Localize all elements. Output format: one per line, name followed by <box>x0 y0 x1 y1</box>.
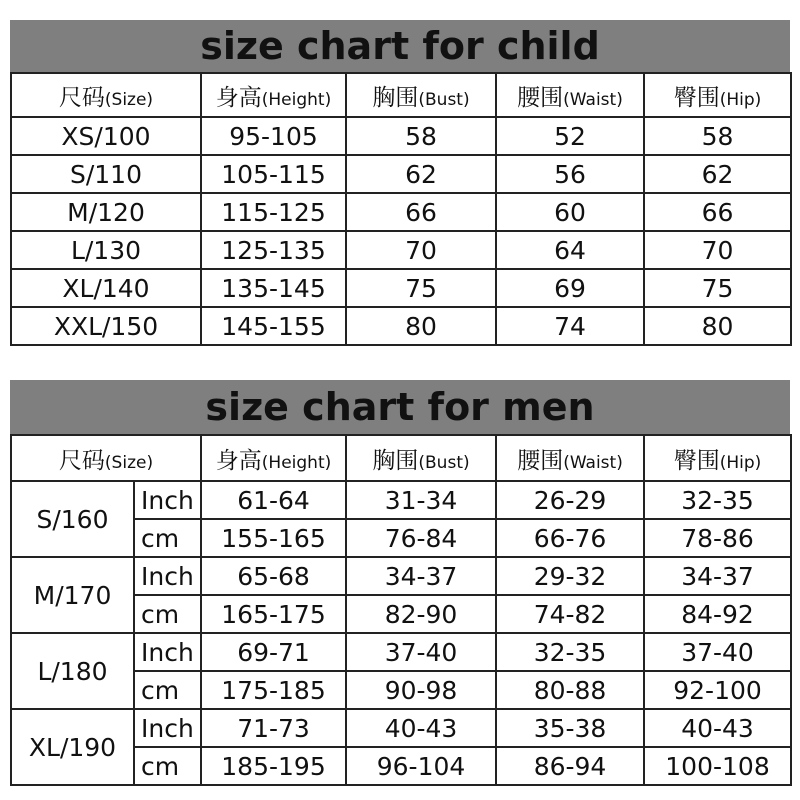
header-label-en: (Hip) <box>719 452 762 473</box>
waist-cell: 86-94 <box>496 747 644 785</box>
unit-cell: cm <box>134 595 201 633</box>
men-header-cell <box>201 435 346 481</box>
table-cell: 52 <box>496 117 644 155</box>
table-cell: 58 <box>644 117 791 155</box>
bust-cell: 34-37 <box>346 557 496 595</box>
table-row <box>11 307 791 345</box>
hip-cell: 34-37 <box>644 557 791 595</box>
unit-cell: Inch <box>134 633 201 671</box>
hip-cell: 100-108 <box>644 747 791 785</box>
table-cell: 125-135 <box>201 231 346 269</box>
child-header-cell <box>496 73 644 117</box>
header-label-zh: 腰围 <box>517 84 564 111</box>
table-header-row <box>11 73 791 117</box>
table-row <box>11 193 791 231</box>
height-cell: 165-175 <box>201 595 346 633</box>
table-cell: XL/140 <box>11 269 201 307</box>
table-cell: S/110 <box>11 155 201 193</box>
hip-cell: 78-86 <box>644 519 791 557</box>
header-label-en: (Bust) <box>418 89 470 110</box>
table-cell: 80 <box>346 307 496 345</box>
bust-cell: 96-104 <box>346 747 496 785</box>
men-size-chart-title: size chart for men <box>10 380 790 434</box>
bust-cell: 37-40 <box>346 633 496 671</box>
header-label-zh: 胸围 <box>372 447 419 474</box>
height-cell: 175-185 <box>201 671 346 709</box>
unit-cell: cm <box>134 671 201 709</box>
header-label-en: (Waist) <box>563 452 623 473</box>
size-cell: S/160 <box>11 481 134 557</box>
waist-cell: 26-29 <box>496 481 644 519</box>
bust-cell: 40-43 <box>346 709 496 747</box>
header-label-zh: 尺码 <box>58 84 105 111</box>
table-cell: 80 <box>644 307 791 345</box>
hip-cell: 40-43 <box>644 709 791 747</box>
bust-cell: 90-98 <box>346 671 496 709</box>
table-cell: M/120 <box>11 193 201 231</box>
table-cell: XXL/150 <box>11 307 201 345</box>
table-cell: 58 <box>346 117 496 155</box>
unit-cell: Inch <box>134 481 201 519</box>
table-row <box>11 231 791 269</box>
men-header-cell <box>644 435 791 481</box>
table-cell: 56 <box>496 155 644 193</box>
header-label-en: (Size) <box>104 89 154 110</box>
table-cell: 115-125 <box>201 193 346 231</box>
header-label-zh: 臀围 <box>673 84 720 111</box>
header-label-zh: 尺码 <box>58 447 105 474</box>
child-header-cell <box>11 73 201 117</box>
table-cell: 66 <box>346 193 496 231</box>
unit-cell: Inch <box>134 709 201 747</box>
hip-cell: 92-100 <box>644 671 791 709</box>
table-cell: L/130 <box>11 231 201 269</box>
table-row <box>11 269 791 307</box>
table-row <box>11 155 791 193</box>
table-cell: 69 <box>496 269 644 307</box>
table-cell: 64 <box>496 231 644 269</box>
table-cell: 145-155 <box>201 307 346 345</box>
table-cell: 135-145 <box>201 269 346 307</box>
waist-cell: 66-76 <box>496 519 644 557</box>
unit-cell: Inch <box>134 557 201 595</box>
hip-cell: 84-92 <box>644 595 791 633</box>
header-label-en: (Height) <box>261 452 332 473</box>
header-label-en: (Waist) <box>563 89 623 110</box>
table-cell: 62 <box>346 155 496 193</box>
table-cell: 66 <box>644 193 791 231</box>
waist-cell: 35-38 <box>496 709 644 747</box>
table-cell: 95-105 <box>201 117 346 155</box>
child-header-cell <box>346 73 496 117</box>
table-cell: 60 <box>496 193 644 231</box>
header-label-en: (Bust) <box>418 452 470 473</box>
size-cell: XL/190 <box>11 709 134 785</box>
header-label-zh: 胸围 <box>372 84 419 111</box>
table-cell: 70 <box>644 231 791 269</box>
header-label-zh: 臀围 <box>673 447 720 474</box>
table-row <box>11 481 791 519</box>
header-label-zh: 腰围 <box>517 447 564 474</box>
table-cell: 75 <box>346 269 496 307</box>
hip-cell: 37-40 <box>644 633 791 671</box>
unit-cell: cm <box>134 519 201 557</box>
men-header-cell <box>496 435 644 481</box>
child-header-cell <box>201 73 346 117</box>
waist-cell: 74-82 <box>496 595 644 633</box>
table-cell: 74 <box>496 307 644 345</box>
table-header-row <box>11 435 791 481</box>
header-label-en: (Height) <box>261 89 332 110</box>
height-cell: 69-71 <box>201 633 346 671</box>
header-label-zh: 身高 <box>215 447 262 474</box>
child-size-chart-title: size chart for child <box>10 20 790 72</box>
header-label-zh: 身高 <box>215 84 262 111</box>
header-label-en: (Hip) <box>719 89 762 110</box>
header-label-en: (Size) <box>104 452 154 473</box>
size-cell: L/180 <box>11 633 134 709</box>
height-cell: 185-195 <box>201 747 346 785</box>
table-row <box>11 557 791 595</box>
child-header-cell <box>644 73 791 117</box>
waist-cell: 80-88 <box>496 671 644 709</box>
table-cell: XS/100 <box>11 117 201 155</box>
men-size-table <box>10 434 792 786</box>
table-row <box>11 117 791 155</box>
men-header-cell <box>11 435 201 481</box>
size-cell: M/170 <box>11 557 134 633</box>
table-cell: 70 <box>346 231 496 269</box>
height-cell: 155-165 <box>201 519 346 557</box>
child-size-table <box>10 72 792 346</box>
table-cell: 62 <box>644 155 791 193</box>
height-cell: 65-68 <box>201 557 346 595</box>
table-row <box>11 633 791 671</box>
unit-cell: cm <box>134 747 201 785</box>
bust-cell: 76-84 <box>346 519 496 557</box>
height-cell: 61-64 <box>201 481 346 519</box>
hip-cell: 32-35 <box>644 481 791 519</box>
bust-cell: 82-90 <box>346 595 496 633</box>
table-cell: 75 <box>644 269 791 307</box>
height-cell: 71-73 <box>201 709 346 747</box>
waist-cell: 29-32 <box>496 557 644 595</box>
table-row <box>11 709 791 747</box>
table-cell: 105-115 <box>201 155 346 193</box>
bust-cell: 31-34 <box>346 481 496 519</box>
waist-cell: 32-35 <box>496 633 644 671</box>
men-header-cell <box>346 435 496 481</box>
